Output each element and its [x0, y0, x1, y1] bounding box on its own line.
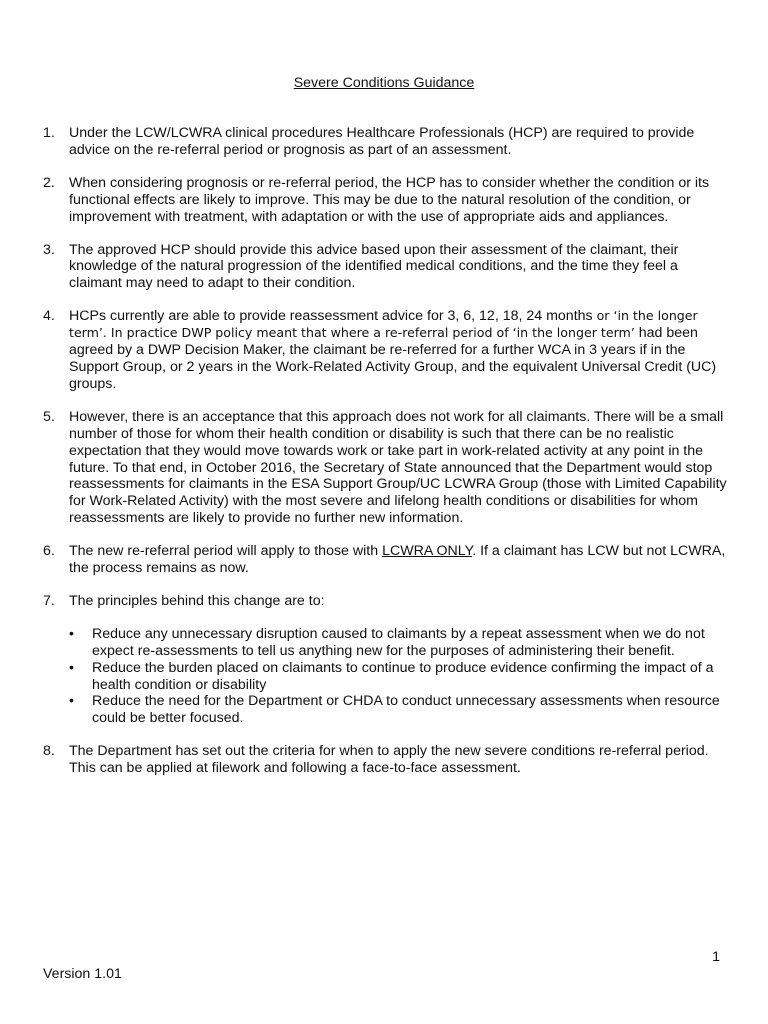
point-number: 6.: [43, 543, 55, 560]
bullet-icon: •: [69, 693, 74, 710]
point-8: [43, 743, 733, 777]
version-label: Version 1.01: [43, 966, 122, 982]
point-number: 3.: [43, 241, 55, 258]
point-7: [43, 593, 733, 727]
point-text-part: The new re-referral period will apply to those with: [69, 543, 383, 560]
point-3: [43, 242, 733, 293]
bullet-text: Reduce the burden placed on claimants to continue to produce evidence confirming the impact of a health condition or disability: [92, 659, 714, 693]
bullet-icon: •: [69, 625, 74, 642]
point-2: [43, 175, 733, 226]
underlined-emphasis: LCWRA ONLY: [382, 543, 473, 560]
principles-list: [69, 626, 733, 727]
point-text-quoted: or ‘in the longer term’. In practice DWP policy meant that where a re-referral period of ‘in the longer term’: [69, 308, 698, 341]
point-text: The Department has set out the criteria for when to apply the new severe conditions re-referral period. This can be applied at filework and following a face-to-face assessment.: [69, 743, 709, 777]
point-text-part: . If a claimant has LCW but not LCWRA, the process remains as now.: [69, 543, 726, 577]
point-number: 5.: [43, 408, 55, 425]
point-number: 7.: [43, 592, 55, 609]
list-item: [69, 693, 733, 727]
point-4: [43, 308, 733, 393]
guidance-points: [43, 125, 733, 793]
point-text-part: HCPs currently are able to provide reassessment advice for 3, 6, 12, 18, 24 months: [69, 308, 597, 325]
bullet-text: Reduce any unnecessary disruption caused to claimants by a repeat assessment when we do not expect re-assessments to tell us anything new for the purposes of administering their benefit.: [92, 625, 705, 659]
bullet-text: Reduce the need for the Department or CHDA to conduct unnecessary assessments when resource could be better focused.: [92, 693, 720, 727]
list-item: [69, 660, 733, 694]
point-number: 2.: [43, 174, 55, 191]
list-item: [69, 626, 733, 660]
point-text: The approved HCP should provide this advice based upon their assessment of the claimant, their knowledge of the natural progression of the identified medical conditions, and the time they feel a claimant may need to adapt to their condition.: [69, 241, 679, 292]
point-1: [43, 125, 733, 159]
page-title: Severe Conditions Guidance: [293, 75, 475, 91]
point-text: However, there is an acceptance that this approach does not work for all claimants. There will be a small number of those for whom their health condition or disability is such that there can be no realistic expectation that they would move towards work or take part in work-related activity at any point in the future. To that end, in October 2016, the Secretary of State announced that the Department would stop reassessments for claimants in the ESA Support Group/UC LCWRA Group (those with Limited Capability for Work-Related Activity) with the most severe and lifelong health conditions or disabilities for whom reassessments are likely to provide no further new information.: [69, 408, 727, 527]
point-number: 8.: [43, 743, 55, 760]
point-text: When considering prognosis or re-referral period, the HCP has to consider whether the condition or its functional effects are likely to improve. This may be due to the natural resolution of the condition, or improvement with treatment, with adaptation or with the use of appropriate aids and appliances.: [69, 174, 710, 225]
point-number: 4.: [43, 308, 55, 325]
page-number: 1: [712, 949, 720, 965]
bullet-icon: •: [69, 659, 74, 676]
point-5: [43, 409, 733, 527]
point-6: [43, 543, 733, 577]
point-text-part: had been agreed by a DWP Decision Maker, the claimant be re-referred for a further WCA in 3 years if in the Support Group, or 2 years in the Work-Related Activity Group, and the equivalent Universal Credit (UC) groups.: [69, 325, 717, 392]
point-text: Under the LCW/LCWRA clinical procedures Healthcare Professionals (HCP) are required to provide advice on the re-referral period or prognosis as part of an assessment.: [69, 125, 695, 158]
point-text: The principles behind this change are to:: [69, 592, 325, 609]
point-number: 1.: [43, 125, 55, 141]
